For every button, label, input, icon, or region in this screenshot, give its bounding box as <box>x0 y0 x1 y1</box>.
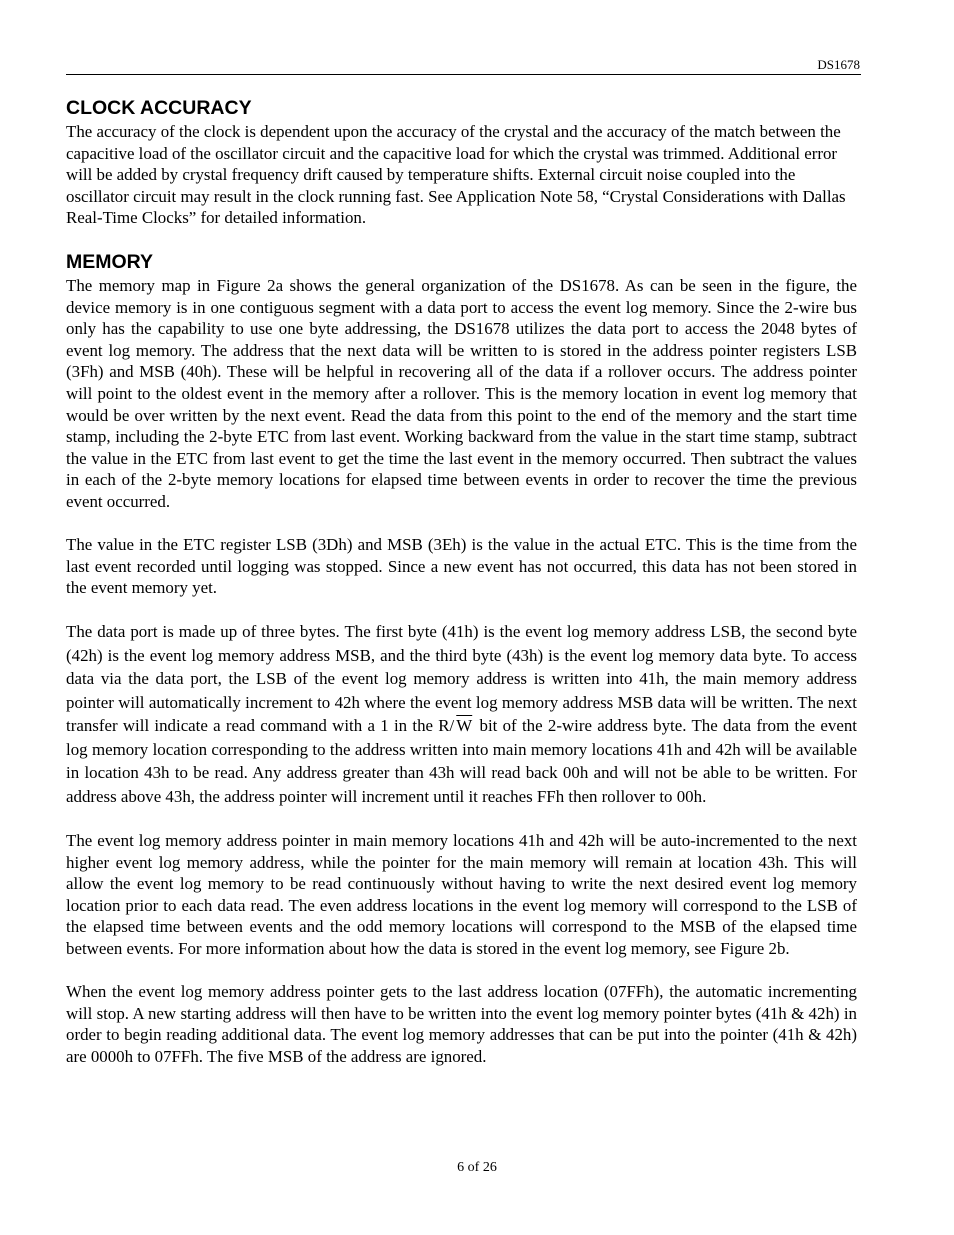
clock-accuracy-heading: CLOCK ACCURACY <box>66 97 252 119</box>
memory-paragraph-3 <box>66 620 857 808</box>
clock-accuracy-paragraph: The accuracy of the clock is dependent upon the accuracy of the crystal and the accuracy of the match between the capacitive load of the oscillator circuit and the capacitive load for which the crystal was trimmed. Additional error will be added by crystal frequency drift caused by temperature shifts. External circuit noise coupled into the oscillator circuit may result in the clock running fast. See Application Note 58, “Crystal Considerations with Dallas Real-Time Clocks” for detailed information. <box>66 122 846 228</box>
memory-paragraph-3-part-1: The data port is made up of three bytes. The first byte (41h) is the event log memory address LSB, the second byte (42h) is the event log memory address MSB, and the third byte (43h) is the event log memory data byte. To access data via the data port, the LSB of the event log memory address is written into 41h, the main memory address pointer will automatically increment to 42h where the event log memory address MSB data will be written. The next transfer will indicate a read command with a 1 in the R/ <box>66 622 857 736</box>
page-content <box>66 95 857 1068</box>
memory-paragraph-1: The memory map in Figure 2a shows the general organization of the DS1678. As can be seen in the figure, the device memory is in one contiguous segment with a data port to access the event log memory. Since the 2-wire bus only has the capability to use one byte addressing, the DS1678 utilizes the data port to access the 2048 bytes of event log memory. The address that the next data will be written to is stored in the address pointer registers LSB (3Fh) and MSB (40h). These will be helpful in recovering all of the data if a rollover occurs. The address pointer will point to the oldest event in the memory after a rollover. This is the memory location in event log memory that would be over written by the next event. Read the data from this point to the end of the memory and the start time stamp, including the 2-byte ETC from last event. Working backward from the value in the start time stamp, subtract the value in the ETC from last event to get the time the last event in the memory occurred. Then subtract the values in each of the 2-byte memory locations for elapsed time between events in order to recover the time the previous event occurred. <box>66 275 857 511</box>
memory-paragraph-3-part-2: bit of the 2-wire address byte. The data from the event log memory location corresponding to the address written into main memory locations 41h and 42h will be available in location 43h to be read. Any address greater than 43h will read back 00h and will not be able to be written. For address above 43h, the address pointer will increment until it reaches FFh then rollover to 00h. <box>66 716 857 806</box>
memory-heading: MEMORY <box>66 250 154 273</box>
memory-paragraph-2: The value in the ETC register LSB (3Dh) and MSB (3Eh) is the value in the actual ETC. This is the time from the last event recorded until logging was stopped. Since a new event has not occurred, this data has not been stored in the event memory yet. <box>66 535 857 598</box>
memory-paragraph-4: The event log memory address pointer in main memory locations 41h and 42h will be auto-incremented to the next higher event log memory address, while the pointer for the main memory will remain at location 43h. This will allow the event log memory to be read continuously without having to write the next desired event log memory location prior to each data read. The even address locations in the event log memory will correspond to the LSB of the elapsed time between events and the odd memory locations will correspond to the MSB of the elapsed time between events. For more information about how the data is stored in the event log memory, see Figure 2b. <box>66 831 857 959</box>
w-bar-signal: $\overline{W}$ <box>456 716 473 736</box>
memory-paragraph-5: When the event log memory address pointer gets to the last address location (07FFh), the automatic incrementing will stop. A new starting address will then have to be written into the event log memory pointer bytes (41h & 42h) in order to begin reading additional data. The event log memory addresses that can be put into the pointer (41h & 42h) are 0000h to 07FFh. The five MSB of the address are ignored. <box>66 982 857 1066</box>
header-rule <box>66 74 861 75</box>
page-number: 6 of 26 <box>457 1160 497 1175</box>
header-part-number: DS1678 <box>817 57 860 72</box>
